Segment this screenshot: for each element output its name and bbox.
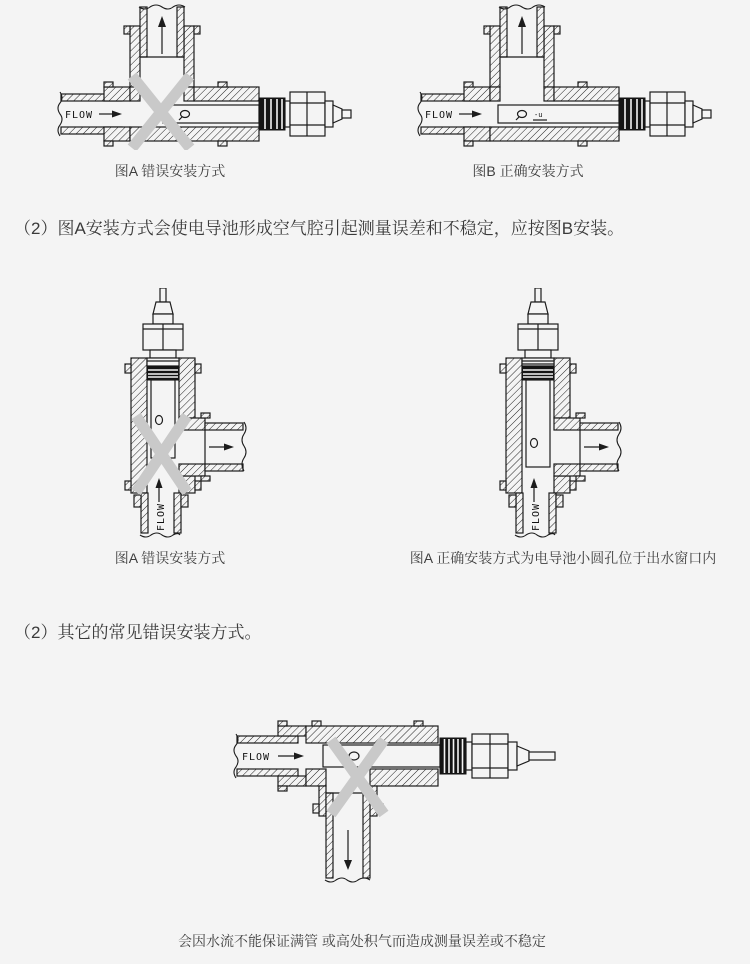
outlet-branch-pipe [554, 413, 621, 481]
flow-label-group [425, 110, 482, 121]
flow-right-arrow-icon [209, 444, 234, 451]
flow-up-arrow-icon [158, 16, 166, 54]
flow-arrow-icon [112, 111, 122, 118]
outlet-branch-pipe [179, 413, 246, 481]
figure-caption: 图A 错误安装方式 [114, 163, 226, 179]
figure-caption: 图B 正确安装方式 [472, 163, 584, 179]
flow-label: FLOW [65, 110, 94, 121]
figure-caption: 会因水流不能保证满管 或高处积气而造成测量误差或不稳定 [178, 933, 546, 949]
flow-label: FLOW [242, 752, 271, 763]
conductivity-sensor [522, 358, 554, 467]
flow-label: FLOW [156, 502, 167, 531]
figure-top-right-correct-install [412, 2, 712, 150]
flow-arrow-icon [472, 111, 482, 118]
flow-up-arrow-icon [531, 478, 538, 502]
flow-label: FLOW [531, 502, 542, 531]
note-paragraph-1: （2）图A安装方式会使电导池形成空气腔引起测量误差和不稳定，应按图B安装。 [14, 219, 625, 238]
detail-mark: -u [534, 111, 543, 119]
sensor-connector [143, 288, 183, 358]
up-branch-pipe [484, 5, 560, 87]
flow-right-arrow-icon [584, 444, 609, 451]
figure-top-left-wrong-install [52, 2, 352, 150]
figure-mid-left-wrong-install [103, 288, 253, 543]
figure-caption: 图A 正确安装方式为电导池小圆孔位于出水窗口内 [409, 550, 717, 566]
flow-down-arrow-icon [344, 830, 352, 870]
note-paragraph-2: （2）其它的常见错误安装方式。 [14, 623, 262, 642]
flow-label-group [242, 752, 304, 763]
figure-mid-right-correct-install [478, 288, 628, 543]
figure-caption: 图A 错误安装方式 [114, 550, 226, 566]
flow-arrow-icon [294, 753, 304, 760]
flow-up-arrow-icon [156, 478, 163, 502]
flow-up-arrow-icon [518, 16, 526, 54]
flow-label: FLOW [425, 110, 454, 121]
figure-bottom-wrong-install [228, 698, 563, 888]
flow-label-group [65, 110, 122, 121]
sensor-connector [518, 288, 558, 358]
